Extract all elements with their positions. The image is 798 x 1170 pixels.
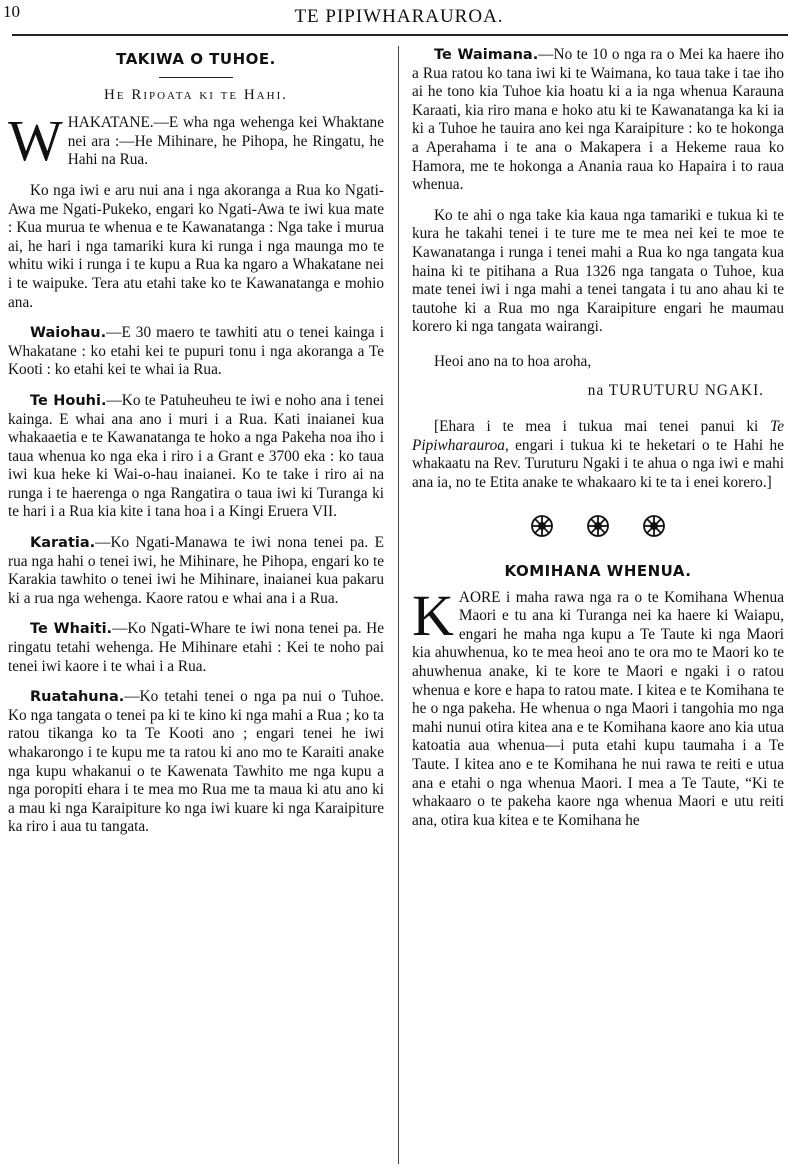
rosette-icon [586, 514, 610, 538]
text-waimana: —No te 10 o nga ra o Mei ka haere iho a Rua ratou ko tana iwi ki te Waimana, ko taua take i tae iho ai he tono kia Tuhoe kia hoatu ki a ia nga whenua Karauna Karaati, kia riro mana e hoko atu ki te Kawanatanga ka ki ia ki a Tuhoe he tauira ano kei nga Karaipiture : ko te hokonga a Aperahama i te ana o Makapera i a Hekeme raua ko Hamora, me te hokonga a Anania raua ko Hapaira i to raua whenua. [412, 46, 785, 194]
text-whaiti: —Ko Ngati-Whare te iwi nona tenei pa. He ringatu tetahi wehenga. He Mihinare etahi : Kei te noho pai tenei iwi kaore i te whai i a Rua. [8, 620, 384, 675]
lead-karatia: Karatia. [30, 535, 96, 552]
page-number: 10 [3, 2, 20, 21]
page-header [0, 0, 798, 48]
paragraph-waimana [412, 46, 784, 195]
text-houhi: —Ko te Patuheuheu te iwi e noho ana i tenei kainga. E whai ana ano i muri i a Rua. Kati inaianei kua whakaaetia e te Kawanatanga te hoko a nga Pakeha noa iho i taua whenua ko nga eka i riro i a Grant e 3700 eka : ko taua iwi kua heke ki Wai-o-hau inaianei. Ko te take i riro ai na runga i te haerenga o nga Rangatira o taua iwi ki Turanga ki te hari i a Rua kia kite i tana hoa i a Kingi Eruera VII. [8, 391, 384, 521]
letter-closing: Heoi ano na to hoa aroha, [434, 352, 592, 370]
paragraph-awa: Ko nga iwi e aru nui ana i nga akoranga a Rua ko Ngati-Awa me Ngati-Pukeko, engari ko Ngati-Awa te iwi kua mate : Kua murua te whenua e te Kawanatanga : Nga take i murua ai, he hari i nga tamariki kura ki runga i nga maunga mo te whitu wiki i runga i te kupu a Rua ka ngaro a Whakatane nei i te waipuke. Tera atu etahi take ko te Kawanatanga e mohio ana. [8, 181, 384, 311]
editor-note [412, 418, 784, 492]
rosette-icon [530, 514, 554, 538]
lead-waimana: Te Waimana. [434, 47, 539, 63]
intro-text: HAKATANE.—E wha nga wehenga kei Whaktane nei ara :—He Mihinare, he Pihopa, he Ringatu, he Hahi na Rua. [67, 114, 384, 169]
paragraph-ruatahuna [8, 688, 384, 837]
publication-title: TE PIPIWHARAUROA. [294, 6, 504, 27]
text-ruatahuna: —Ko tetahi tenei o nga pa nui o Tuhoe. Ko nga tangata o tenei pa ki te kino ki nga mahi a Rua ; ko ta ratou tikanga ko ta Te Kooti ano ; engari tenei he iwi whakarongo i te kupu me ta ratou ki ano mo te Karaiti anake nga kupu whakanui o te Kawenata Tawhito me nga kupu a nga poropiti ehara i te mea mo Rua me ta maua ki atu ano ki a mau ki nga Karaipiture ko nga iwi kuare ki nga Karaipiture ka riro i aua tu tangata. [8, 688, 384, 836]
text-karatia: —Ko Ngati-Manawa te iwi nona tenei pa. E rua nga hahi o tenei iwi, he Mihinare, he Pihopa, engari ko te Karakia tawhito o tenei iwi he Mihinare, inaianei kua pakaru ki a rua nga wehenga. Kaore ratou e whai ana i a Rua. [8, 534, 384, 607]
editor-note-start: [Ehara i te mea i tukua mai tenei panui ki [434, 418, 771, 436]
paragraph-ahi: Ko te ahi o nga take kia kaua nga tamariki e tukua ki te kura he takahi tenei i te ture me te mea nei kei te moe te Kawanatanga i runga i tenei mahi a Rua ko nga tangata kua haina ki te pitihana a Rua 1326 nga tangata o Tuhoe, kua mate tenei iwi i nga mahi a tenei tangata i tu ano ahau ki te tautohe ki a Rua mo nga Karaipiture engari he maumau korero ki nga tangata wairangi. [412, 206, 784, 336]
editor-note-end: , engari i tukua ki te heketari o te Hahi he whakaatu na Rev. Turuturu Ngaki i te ahua o nga iwi e mahi ana ia, no te Etita anake te whakaaro ki te ta i enei korero.] [412, 436, 784, 491]
lead-houhi: Te Houhi. [30, 392, 107, 409]
header-rule [12, 34, 788, 36]
section-title-komihana: KOMIHANA WHENUA. [504, 562, 692, 581]
right-column [412, 46, 784, 842]
drop-cap-k: K [412, 582, 454, 648]
ornament-row [412, 514, 784, 544]
drop-cap-w: W [8, 108, 63, 174]
paragraph-komihana [412, 582, 784, 831]
text-komihana: AORE i maha rawa nga ra o te Komihana Whenua Maori e tu ana ki Turanga nei ka haere ki Waiapu, engari he maha nga kupu a Te Taute ki nga Maori kia ahuwhenua, ko te mea heoi ano te ora mo te Maori ko te ahuwhenua anake, ki te kore te Maori e ngaki i o ratou whenua e kore e hapa to ratou mate. I kitea e te Komihana te he o nga pakeha. He whenua o nga Maori i tangohia mo nga mahi nunui otira kitea ana e te Komihana kaore ano kia utua katoatia aua whenua—i puta etahi kupu taumaha i a Te Taute. I kitea ano e te Komihana he nui rawa te reiti e utua ana e etahi o nga whenua Maori. I mea a Te Taute, “Ki te whakaaro o te pakeha kaore nga whenua Maori e utu reiti ana, otira kua kitea e te Komihana he [412, 588, 784, 829]
intro-paragraph [8, 108, 384, 174]
lead-whaiti: Te Whaiti. [30, 621, 113, 638]
section-subheading: He Ripoata ki te Hahi. [104, 86, 288, 103]
paragraph-houhi [8, 392, 384, 522]
lead-waiohau: Waiohau. [30, 325, 107, 342]
title-rule [159, 77, 233, 78]
paragraph-waiohau [8, 324, 384, 380]
paragraph-whaiti [8, 620, 384, 676]
section-title-tuhoe: TAKIWA O TUHOE. [116, 50, 276, 68]
column-divider [398, 46, 399, 1164]
rosette-icon [642, 514, 666, 538]
left-column [8, 46, 384, 849]
editor-note-italic: Te Pipiwharauroa [412, 418, 784, 454]
lead-ruatahuna: Ruatahuna. [30, 689, 125, 706]
paragraph-karatia [8, 534, 384, 608]
letter-signature: na TURUTURU NGAKI. [587, 381, 764, 399]
text-waiohau: —E 30 maero te tawhiti atu o tenei kainga i Whakatane : ko etahi kei te pupuri tonu i nga akoranga a Te Kooti : ko etahi kei te whai ia Rua. [8, 324, 384, 379]
